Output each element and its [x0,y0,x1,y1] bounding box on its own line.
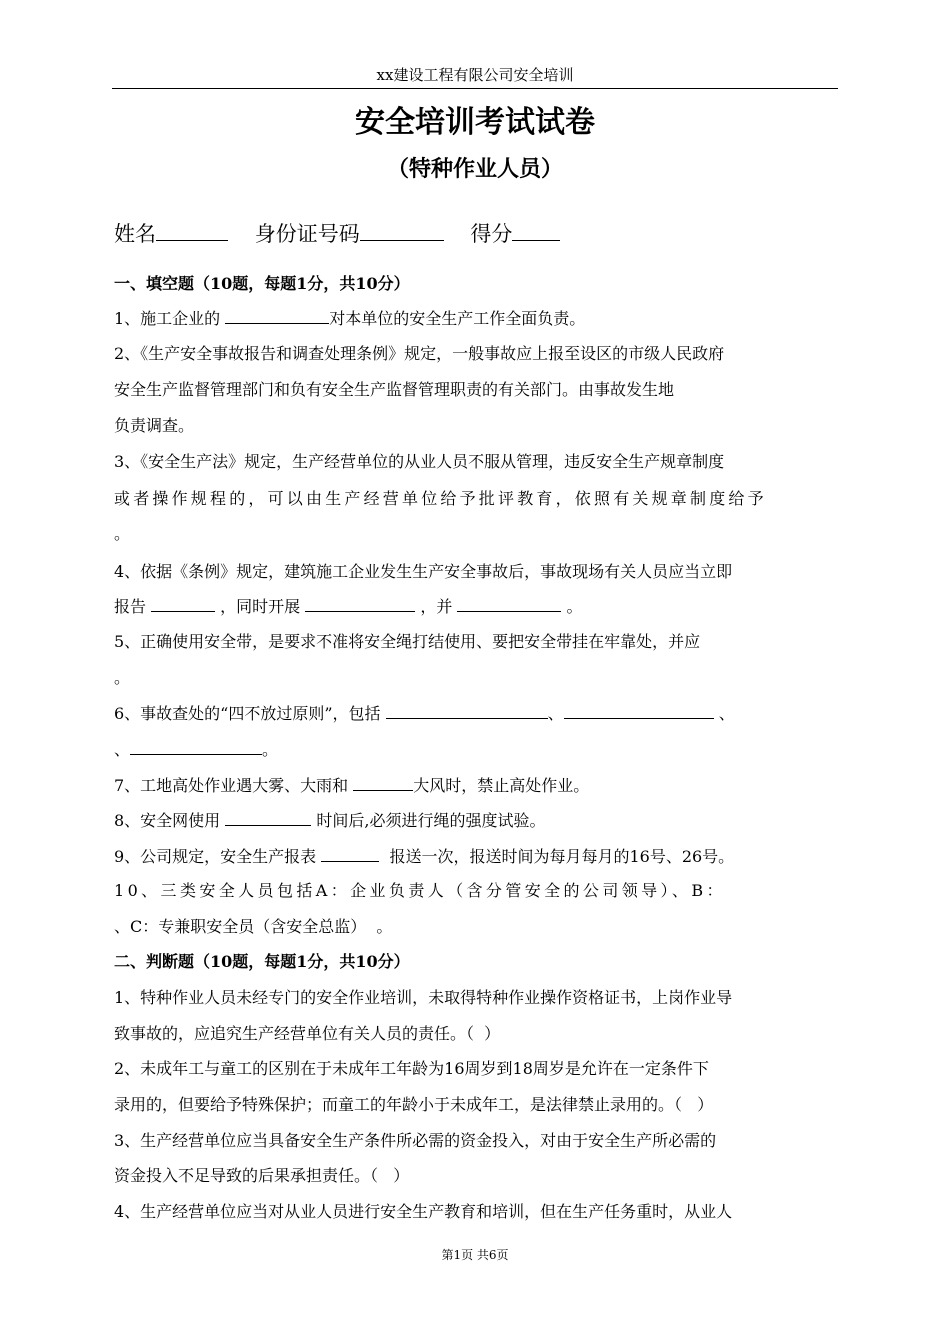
answer-blank[interactable] [321,847,379,862]
question-1-2-line-3: 负责调查。 [114,416,195,435]
question-1-2-line-2: 安全生产监督管理部门和负有安全生产监督管理职责的有关部门。由事故发生地 [114,380,675,399]
candidate-info-line [114,216,560,252]
question-1-5-line-2: 。 [114,668,131,687]
name-label: 姓名 [114,222,156,246]
id-number-label: 身份证号码 [254,222,360,246]
question-1-10-line-1: 10、三类安全人员包括A：企业负责人（含分管安全的公司领导）、B： [114,881,726,900]
question-1-3-line-1: 3、《安全生产法》规定，生产经营单位的从业人员不服从管理，违反安全生产规章制度 [114,452,725,471]
page-number: 第1页 共6页 [441,1248,509,1262]
answer-blank[interactable] [386,704,548,719]
exam-subtitle: （特种作业人员） [386,156,563,182]
question-1-8: 8、安全网使用 时间后,必须进行绳的强度试验。 [114,811,546,830]
exam-title: 安全培训考试试卷 [355,105,595,140]
question-1-7: 7、工地高处作业遇大雾、大雨和 大风时，禁止高处作业。 [114,776,590,795]
question-1-4-line-1: 4、依据《条例》规定，建筑施工企业发生生产安全事故后，事故现场有关人员应当立即 [114,562,733,581]
answer-blank[interactable] [457,597,561,612]
answer-blank[interactable] [130,740,262,755]
answer-blank[interactable] [225,309,329,324]
id-number-field[interactable] [360,216,444,241]
question-1-5-line-1: 5、正确使用安全带，是要求不准将安全绳打结使用、要把安全带挂在牢靠处，并应 [114,632,701,651]
question-2-1-line-2: 致事故的，应追究生产经营单位有关人员的责任。（ ） [114,1024,501,1043]
answer-blank[interactable] [225,811,311,826]
question-1-2-line-1: 2、《生产安全事故报告和调查处理条例》规定，一般事故应上报至设区的市级人民政府 [114,344,725,363]
question-2-3-line-1: 3、生产经营单位应当具备安全生产条件所必需的资金投入，对由于安全生产所必需的 [114,1131,717,1150]
question-1-3-line-3: 。 [114,524,131,543]
section-heading-true-false: 二、判断题（10题，每题1分，共10分） [114,952,410,971]
name-field[interactable] [156,216,228,241]
question-1-10-line-2: 、C：专兼职安全员（含安全总监） 。 [114,917,393,936]
question-2-2-line-2: 录用的，但要给予特殊保护；而童工的年龄小于未成年工，是法律禁止录用的。（ ） [114,1095,714,1114]
question-1-3-line-2: 或者操作规程的，可以由生产经营单位给予批评教育，依照有关规章制度给予 [114,489,767,508]
score-label: 得分 [470,222,513,246]
section-heading-fill-in: 一、填空题（10题，每题1分，共10分） [114,274,410,293]
question-2-1-line-1: 1、特种作业人员未经专门的安全作业培训，未取得特种作业操作资格证书，上岗作业导 [114,988,733,1007]
question-2-2-line-1: 2、未成年工与童工的区别在于未成年工年龄为16周岁到18周岁是允许在一定条件下 [114,1059,709,1078]
question-1-1: 1、施工企业的 对本单位的安全生产工作全面负责。 [114,309,586,328]
header-divider [112,88,838,89]
answer-blank[interactable] [564,704,714,719]
answer-blank[interactable] [305,597,415,612]
question-1-9: 9、公司规定，安全生产报表 报送一次，报送时间为每月每月的16号、26号。 [114,847,735,866]
question-1-6-line-1: 6、事故查处的“四不放过原则”，包括 、 、 [114,704,735,723]
answer-blank[interactable] [151,597,215,612]
question-2-3-line-2: 资金投入不足导致的后果承担责任。（ ） [114,1166,410,1185]
question-2-4-line-1: 4、生产经营单位应当对从业人员进行安全生产教育和培训，但在生产任务重时，从业人 [114,1202,733,1221]
score-field[interactable] [512,216,560,241]
page-header: xx建设工程有限公司安全培训 [376,66,574,84]
question-1-6-line-2: 、 。 [114,740,279,759]
answer-blank[interactable] [353,776,413,791]
question-1-4-line-2: 报告 ，同时开展 ，并 。 [114,597,583,616]
